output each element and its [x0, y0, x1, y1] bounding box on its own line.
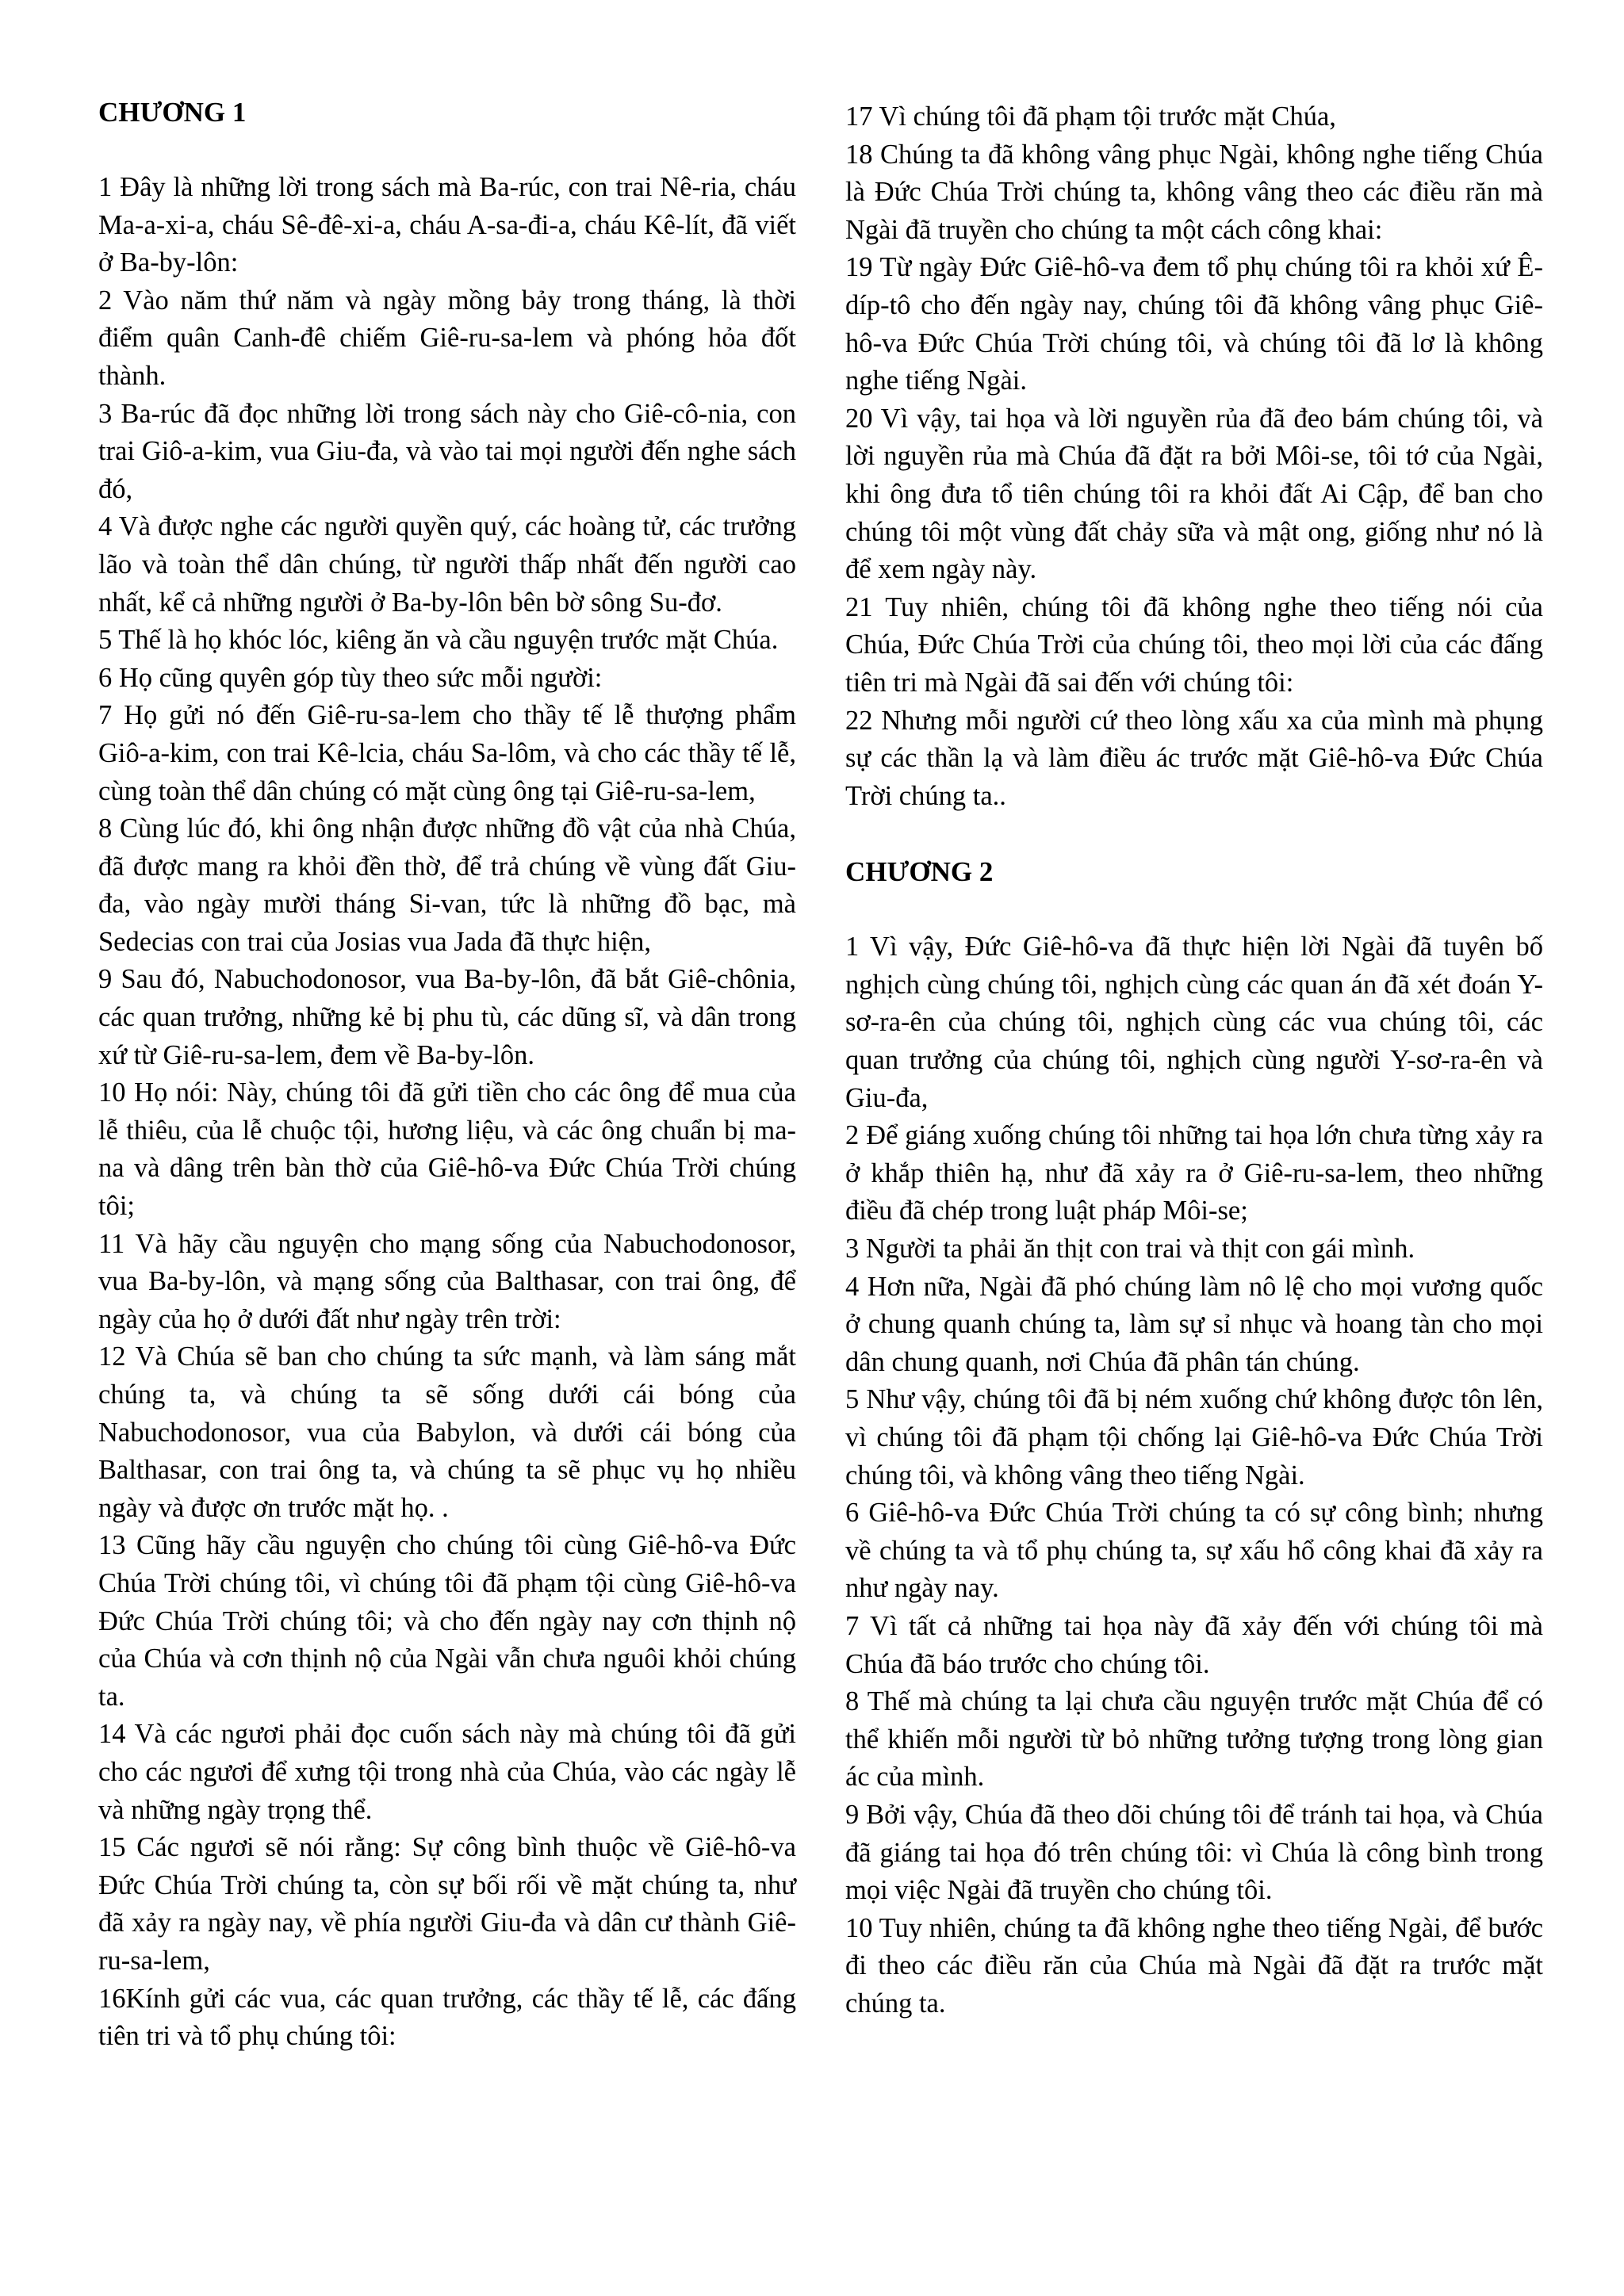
verse-2-1: 1 Vì vậy, Đức Giê-hô-va đã thực hiện lời Ngài đã tuyên bố nghịch cùng chúng tôi, nghịch cùng các quan án đã xét đoán Y-sơ-ra-ên của chúng tôi, nghịch cùng các vua chúng tôi, các quan trưởng của chúng tôi, nghịch cùng người Y-sơ-ra-ên và Giu-đa, [845, 932, 1543, 1113]
verse-2-8: 8 Thế mà chúng ta lại chưa cầu nguyện trước mặt Chúa để có thể khiến mỗi người từ bỏ những tưởng tượng trong lòng gian ác của mình. [845, 1686, 1543, 1793]
verse-1-12: 12 Và Chúa sẽ ban cho chúng ta sức mạnh, và làm sáng mắt chúng ta, và chúng ta sẽ sống dưới cái bóng của Nabuchodonosor, vua của Babylon, và dưới cái bóng của Balthasar, con trai ông ta, và chúng ta sẽ phục vụ họ nhiều ngày và được ơn trước mặt họ. . [98, 1341, 796, 1523]
verse-2-5: 5 Như vậy, chúng tôi đã bị ném xuống chứ không được tôn lên, vì chúng tôi đã phạm tội chống lại Giê-hô-va Đức Chúa Trời chúng tôi, và không vâng theo tiếng Ngài. [845, 1384, 1543, 1490]
verse-1-17: 17 Vì chúng tôi đã phạm tội trước mặt Chúa, [845, 101, 1336, 132]
verse-2-9: 9 Bởi vậy, Chúa đã theo dõi chúng tôi để tránh tai họa, và Chúa đã giáng tai họa đó trên chúng tôi: vì Chúa là công bình trong mọi việc Ngài đã truyền cho chúng tôi. [845, 1799, 1543, 1906]
right-column [845, 98, 1543, 2023]
verse-1-8: 8 Cùng lúc đó, khi ông nhận được những đồ vật của nhà Chúa, đã được mang ra khỏi đền thờ, để trả chúng về vùng đất Giu-đa, vào ngày mười tháng Si-van, tức là những đồ bạc, mà Sedecias con trai của Josias vua Jada đã thực hiện, [98, 813, 796, 957]
verse-1-7: 7 Họ gửi nó đến Giê-ru-sa-lem cho thầy tế lễ thượng phẩm Giô-a-kim, con trai Kê-lcia, cháu Sa-lôm, và cho các thầy tế lễ, cùng toàn thể dân chúng có mặt cùng ông tại Giê-ru-sa-lem, [98, 700, 796, 806]
verse-1-10: 10 Họ nói: Này, chúng tôi đã gửi tiền cho các ông để mua của lễ thiêu, của lễ chuộc tội, hương liệu, và các ông chuẩn bị ma-na và dâng trên bàn thờ của Giê-hô-va Đức Chúa Trời chúng tôi; [98, 1077, 796, 1222]
verse-2-3: 3 Người ta phải ăn thịt con trai và thịt con gái mình. [845, 1234, 1415, 1265]
verse-1-21: 21 Tuy nhiên, chúng tôi đã không nghe theo tiếng nói của Chúa, Đức Chúa Trời của chúng tôi, theo mọi lời của các đấng tiên tri mà Ngài đã sai đến với chúng tôi: [845, 591, 1543, 698]
verse-1-6: 6 Họ cũng quyên góp tùy theo sức mỗi người: [98, 662, 603, 693]
verse-2-10: 10 Tuy nhiên, chúng ta đã không nghe theo tiếng Ngài, để bước đi theo các điều răn của Chúa mà Ngài đã đặt ra trước mặt chúng ta. [845, 1912, 1543, 2019]
verse-1-15: 15 Các ngươi sẽ nói rằng: Sự công bình thuộc về Giê-hô-va Đức Chúa Trời chúng ta, còn sự bối rối về mặt chúng ta, như đã xảy ra ngày nay, về phía người Giu-đa và dân cư thành Giê-ru-sa-lem, [98, 1832, 796, 1976]
verse-1-11: 11 Và hãy cầu nguyện cho mạng sống của Nabuchodonosor, vua Ba-by-lôn, và mạng sống của Balthasar, con trai ông, để ngày của họ ở dưới đất như ngày trên trời: [98, 1228, 796, 1334]
verse-1-4: 4 Và được nghe các người quyền quý, các hoàng tử, các trưởng lão và toàn thể dân chúng, từ người thấp nhất đến người cao nhất, kể cả những người ở Ba-by-lôn bên bờ sông Su-đơ. [98, 511, 796, 618]
verse-1-22: 22 Nhưng mỗi người cứ theo lòng xấu xa của mình mà phụng sự các thần lạ và làm điều ác trước mặt Giê-hô-va Đức Chúa Trời chúng ta.. [845, 705, 1543, 811]
verse-1-2: 2 Vào năm thứ năm và ngày mồng bảy trong tháng, là thời điểm quân Canh-đê chiếm Giê-ru-sa-lem và phóng hỏa đốt thành. [98, 285, 796, 391]
verse-1-14: 14 Và các ngươi phải đọc cuốn sách này mà chúng tôi đã gửi cho các ngươi để xưng tội trong nhà của Chúa, vào các ngày lễ và những ngày trọng thể. [98, 1719, 796, 1825]
verse-2-4: 4 Hơn nữa, Ngài đã phó chúng làm nô lệ cho mọi vương quốc ở chung quanh chúng ta, làm sự sỉ nhục và hoang tàn cho mọi dân chung quanh, nơi Chúa đã phân tán chúng. [845, 1271, 1543, 1377]
chapter-1-title: CHƯƠNG 1 [98, 97, 247, 128]
verse-2-6: 6 Giê-hô-va Đức Chúa Trời chúng ta có sự công bình; nhưng về chúng ta và tổ phụ chúng ta, sự xấu hổ công khai đã xảy ra như ngày nay. [845, 1498, 1543, 1604]
verse-1-1: 1 Đây là những lời trong sách mà Ba-rúc, con trai Nê-ria, cháu Ma-a-xi-a, cháu Sê-đê-xi-a, cháu A-sa-đi-a, cháu Kê-lít, đã viết ở Ba-by-lôn: [98, 172, 796, 278]
verse-1-5: 5 Thế là họ khóc lóc, kiêng ăn và cầu nguyện trước mặt Chúa. [98, 625, 779, 656]
verse-1-18: 18 Chúng ta đã không vâng phục Ngài, không nghe tiếng Chúa là Đức Chúa Trời chúng ta, không vâng theo các điều răn mà Ngài đã truyền cho chúng ta một cách công khai: [845, 139, 1543, 245]
verse-1-19: 19 Từ ngày Đức Giê-hô-va đem tổ phụ chúng tôi ra khỏi xứ Ê-díp-tô cho đến ngày nay, chúng tôi đã không vâng phục Giê-hô-va Đức Chúa Trời chúng tôi, và chúng tôi đã lơ là không nghe tiếng Ngài. [845, 252, 1543, 396]
verse-1-20: 20 Vì vậy, tai họa và lời nguyền rủa đã đeo bám chúng tôi, và lời nguyền rủa mà Chúa đã đặt ra bởi Môi-se, tôi tớ của Ngài, khi ông đưa tổ tiên chúng tôi ra khỏi đất Ai Cập, để ban cho chúng tôi một vùng đất chảy sữa và mật ong, giống như nó là để xem ngày này. [845, 403, 1543, 585]
verse-1-13: 13 Cũng hãy cầu nguyện cho chúng tôi cùng Giê-hô-va Đức Chúa Trời chúng tôi, vì chúng tôi đã phạm tội cùng Giê-hô-va Đức Chúa Trời chúng tôi; và cho đến ngày nay cơn thịnh nộ của Chúa và cơn thịnh nộ của Ngài vẫn chưa nguôi khỏi chúng ta. [98, 1530, 796, 1712]
verse-1-9: 9 Sau đó, Nabuchodonosor, vua Ba-by-lôn, đã bắt Giê-chônia, các quan trưởng, những kẻ bị phu tù, các dũng sĩ, và dân trong xứ từ Giê-ru-sa-lem, đem về Ba-by-lôn. [98, 964, 796, 1070]
left-column [98, 94, 796, 2056]
verse-1-3: 3 Ba-rúc đã đọc những lời trong sách này cho Giê-cô-nia, con trai Giô-a-kim, vua Giu-đa, và vào tai mọi người đến nghe sách đó, [98, 398, 796, 504]
verse-2-7: 7 Vì tất cả những tai họa này đã xảy đến với chúng tôi mà Chúa đã báo trước cho chúng tôi. [845, 1610, 1543, 1679]
verse-2-2: 2 Để giáng xuống chúng tôi những tai họa lớn chưa từng xảy ra ở khắp thiên hạ, như đã xảy ra ở Giê-ru-sa-lem, theo những điều đã chép trong luật pháp Môi-se; [845, 1120, 1543, 1226]
chapter-2-title: CHƯƠNG 2 [845, 856, 994, 888]
verse-1-16: 16Kính gửi các vua, các quan trưởng, các thầy tế lễ, các đấng tiên tri và tổ phụ chúng tôi: [98, 1983, 796, 2052]
